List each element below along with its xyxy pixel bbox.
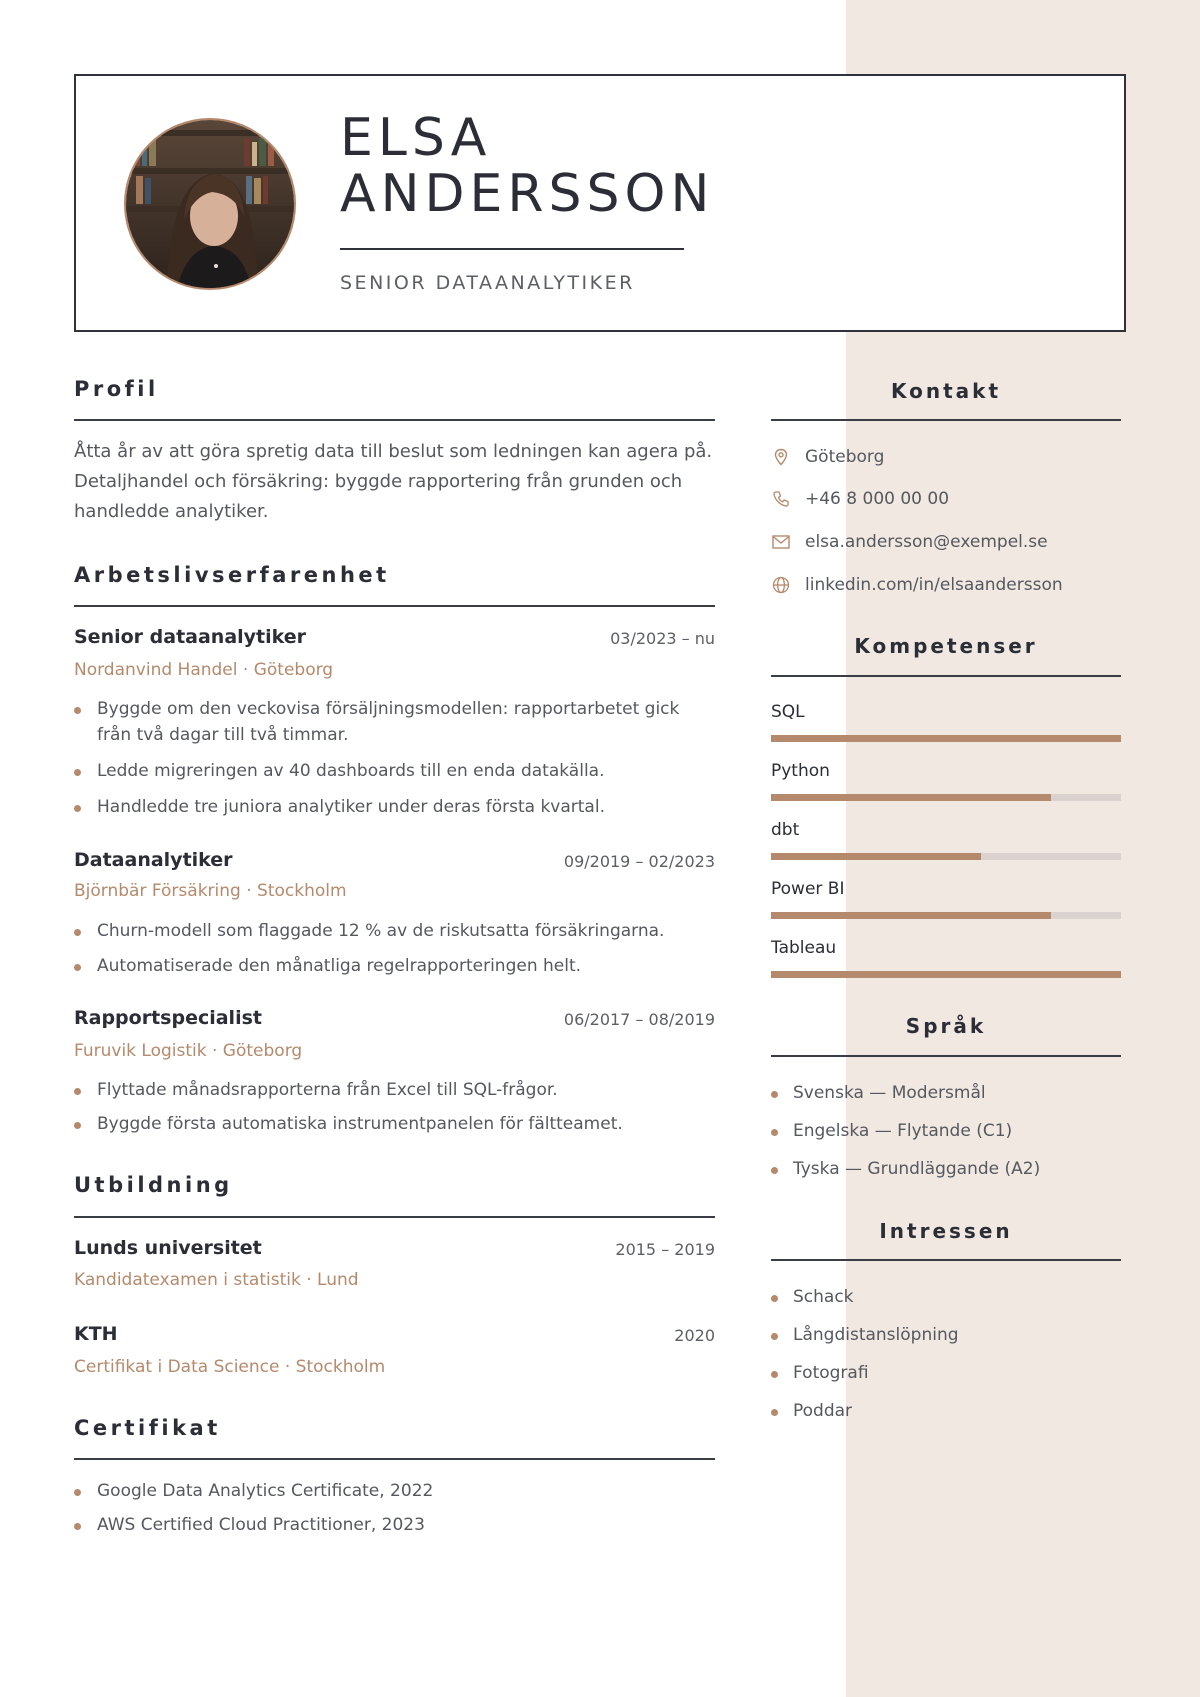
contact-phone-text[interactable]: +46 8 000 00 00 xyxy=(805,489,950,509)
job-dates: 03/2023 – nu xyxy=(610,629,715,648)
education-dates: 2015 – 2019 xyxy=(615,1240,715,1259)
section-title-languages: Språk xyxy=(905,1014,987,1038)
section-title-education: Utbildning xyxy=(74,1173,233,1197)
contact-email[interactable] xyxy=(771,528,1048,556)
section-divider xyxy=(74,419,715,421)
interest-item: Schack xyxy=(771,1287,854,1307)
header-box xyxy=(74,74,1126,332)
skill-bar-fill xyxy=(771,971,1121,978)
contact-location xyxy=(771,443,884,471)
skill-name: Tableau xyxy=(771,938,837,958)
job-bullet: Byggde första automatiska instrumentpanelen för fältteamet. xyxy=(74,1111,715,1137)
section-title-certificates: Certifikat xyxy=(74,1416,221,1440)
education-school: KTH xyxy=(74,1323,118,1345)
job-bullet: Byggde om den veckovisa försäljningsmodellen: rapportarbetet gick från två dagar till två timmar. xyxy=(74,696,715,748)
certificate-item: Google Data Analytics Certificate, 2022 xyxy=(74,1478,715,1504)
language-item: Svenska — Modersmål xyxy=(771,1083,986,1103)
section-divider xyxy=(771,419,1121,421)
globe-icon xyxy=(771,575,791,595)
job-dates: 09/2019 – 02/2023 xyxy=(563,852,715,871)
skill-bar-fill xyxy=(771,735,1121,742)
job-company: Furuvik Logistik · Göteborg xyxy=(74,1041,303,1061)
skill-bar xyxy=(771,735,1121,742)
skill-bar xyxy=(771,971,1121,978)
name-divider xyxy=(340,248,684,250)
education-school: Lunds universitet xyxy=(74,1237,262,1259)
job-title: Senior dataanalytiker xyxy=(74,626,307,648)
skill-name: dbt xyxy=(771,820,800,840)
education-detail: Kandidatexamen i statistik · Lund xyxy=(74,1270,359,1290)
section-title-skills: Kompetenser xyxy=(854,634,1038,658)
skill-bar-fill xyxy=(771,794,1051,801)
job-dates: 06/2017 – 08/2019 xyxy=(563,1010,715,1029)
job-title: Rapportspecialist xyxy=(74,1007,262,1029)
profile-photo xyxy=(124,118,296,290)
job-company: Nordanvind Handel · Göteborg xyxy=(74,660,334,680)
phone-icon xyxy=(771,489,791,509)
contact-website[interactable] xyxy=(771,571,1063,599)
section-title-contact: Kontakt xyxy=(890,379,1002,403)
interest-item: Fotografi xyxy=(771,1363,869,1383)
skill-bar-fill xyxy=(771,853,981,860)
education-detail: Certifikat i Data Science · Stockholm xyxy=(74,1357,386,1377)
language-item: Tyska — Grundläggande (A2) xyxy=(771,1159,1040,1179)
section-divider xyxy=(771,1259,1121,1261)
job-bullet: Automatiserade den månatliga regelrapporteringen helt. xyxy=(74,953,715,979)
certificate-item: AWS Certified Cloud Practitioner, 2023 xyxy=(74,1512,715,1538)
interest-item: Långdistanslöpning xyxy=(771,1325,959,1345)
interest-item: Poddar xyxy=(771,1401,852,1421)
job-title: Dataanalytiker xyxy=(74,849,233,871)
section-title-profile: Profil xyxy=(74,377,159,401)
skill-name: SQL xyxy=(771,702,805,722)
profile-text: Åtta år av att göra spretig data till beslut som ledningen kan agera på. Detaljhandel och försäkring: byggde rapportering från grunden och handledde analytiker. xyxy=(74,441,713,522)
section-divider xyxy=(74,1458,715,1460)
language-item: Engelska — Flytande (C1) xyxy=(771,1121,1012,1141)
skill-bar xyxy=(771,912,1121,919)
section-divider xyxy=(771,675,1121,677)
section-divider xyxy=(771,1055,1121,1057)
skill-bar xyxy=(771,794,1121,801)
contact-email-text[interactable]: elsa.andersson@exempel.se xyxy=(805,532,1048,552)
contact-phone[interactable] xyxy=(771,485,949,513)
section-divider xyxy=(74,1216,715,1218)
section-title-interests: Intressen xyxy=(879,1219,1013,1243)
job-company: Björnbär Försäkring · Stockholm xyxy=(74,881,347,901)
education-dates: 2020 xyxy=(674,1326,715,1345)
last-name: ANDERSSON xyxy=(340,164,715,224)
job-bullet: Ledde migreringen av 40 dashboards till en enda datakälla. xyxy=(74,758,715,784)
section-title-experience: Arbetslivserfarenhet xyxy=(74,563,390,587)
contact-location-text: Göteborg xyxy=(805,447,885,467)
profile-photo-image xyxy=(126,120,296,290)
mail-icon xyxy=(771,532,791,552)
contact-website-text[interactable]: linkedin.com/in/elsaandersson xyxy=(805,575,1063,595)
first-name: ELSA xyxy=(340,108,492,168)
location-pin-icon xyxy=(771,447,791,467)
skill-name: Python xyxy=(771,761,830,781)
job-bullet: Flyttade månadsrapporterna från Excel till SQL-frågor. xyxy=(74,1077,715,1103)
job-title-heading: SENIOR DATAANALYTIKER xyxy=(340,272,635,294)
skill-name: Power BI xyxy=(771,879,845,899)
section-divider xyxy=(74,605,715,607)
skill-bar xyxy=(771,853,1121,860)
skill-bar-fill xyxy=(771,912,1051,919)
job-bullet: Churn-modell som flaggade 12 % av de riskutsatta försäkringarna. xyxy=(74,918,715,944)
job-bullet: Handledde tre juniora analytiker under deras första kvartal. xyxy=(74,794,715,820)
